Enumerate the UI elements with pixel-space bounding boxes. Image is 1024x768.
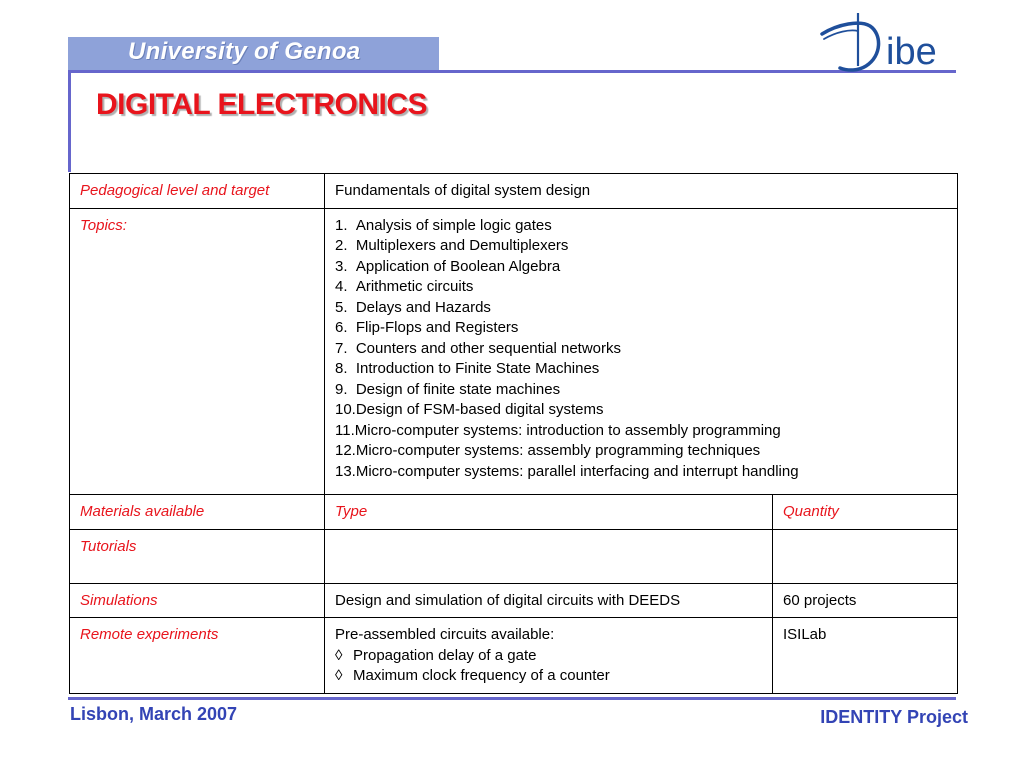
remote-item-text: Maximum clock frequency of a counter [353, 667, 610, 684]
pedagogical-value: Fundamentals of digital system design [325, 174, 958, 209]
topic-item: 10.Design of FSM-based digital systems [335, 401, 604, 418]
page-title: DIGITAL ELECTRONICS [96, 88, 428, 121]
quantity-header: Quantity [773, 495, 958, 530]
diamond-bullet-icon: ◊ [335, 646, 343, 664]
university-name: University of Genoa [128, 38, 361, 65]
topic-item: 1. Analysis of simple logic gates [335, 216, 552, 234]
remote-quantity: ISILab [773, 618, 958, 694]
simulations-label: Simulations [70, 583, 325, 618]
remote-row [70, 618, 958, 694]
topic-item: 8. Introduction to Finite State Machines [335, 360, 600, 377]
course-table [69, 173, 958, 694]
footer-project-name: IDENTITY Project [820, 707, 968, 727]
topic-item: 2. Multiplexers and Demultiplexers [335, 237, 569, 254]
topic-item: 4. Arithmetic circuits [335, 278, 474, 295]
simulations-type: Design and simulation of digital circuits with DEEDS [325, 583, 773, 618]
footer-rule [68, 697, 956, 700]
type-header: Type [325, 495, 773, 530]
topic-item: 5. Delays and Hazards [335, 298, 491, 316]
header-side-rule [68, 70, 71, 172]
pedagogical-row [70, 174, 958, 209]
simulations-row [70, 583, 958, 618]
topic-item: 3. Application of Boolean Algebra [335, 257, 561, 275]
remote-type [325, 618, 773, 694]
remote-item-text: Propagation delay of a gate [353, 646, 537, 664]
remote-label: Remote experiments [70, 618, 325, 694]
topics-cell [325, 208, 958, 495]
topics-label: Topics: [70, 208, 325, 495]
topic-item: 7. Counters and other sequential networks [335, 339, 622, 357]
topics-row [70, 208, 958, 495]
footer-location-date: Lisbon, March 2007 [70, 704, 238, 724]
dibe-logo-graphic [818, 10, 963, 72]
dibe-logo [818, 10, 963, 72]
topic-item: 11.Micro-computer systems: introduction to assembly programming [335, 421, 781, 439]
logo-text: ibe [886, 31, 937, 72]
simulations-quantity: 60 projects [773, 583, 958, 618]
tutorials-label: Tutorials [70, 529, 325, 583]
diamond-bullet-icon: ◊ [335, 667, 343, 684]
materials-label: Materials available [70, 495, 325, 530]
materials-header-row [70, 495, 958, 530]
remote-list [335, 646, 762, 687]
topic-item: 13.Micro-computer systems: parallel interfacing and interrupt handling [335, 462, 799, 480]
topic-item: 9. Design of finite state machines [335, 380, 561, 398]
remote-intro: Pre-assembled circuits available: [335, 626, 555, 643]
topics-list [335, 216, 947, 483]
tutorials-row [70, 529, 958, 583]
tutorials-type [325, 529, 773, 583]
pedagogical-label: Pedagogical level and target [70, 174, 325, 209]
topic-item: 12.Micro-computer systems: assembly programming techniques [335, 442, 761, 459]
topic-item: 6. Flip-Flops and Registers [335, 319, 519, 336]
tutorials-quantity [773, 529, 958, 583]
remote-item [335, 666, 762, 687]
remote-item [335, 646, 762, 667]
